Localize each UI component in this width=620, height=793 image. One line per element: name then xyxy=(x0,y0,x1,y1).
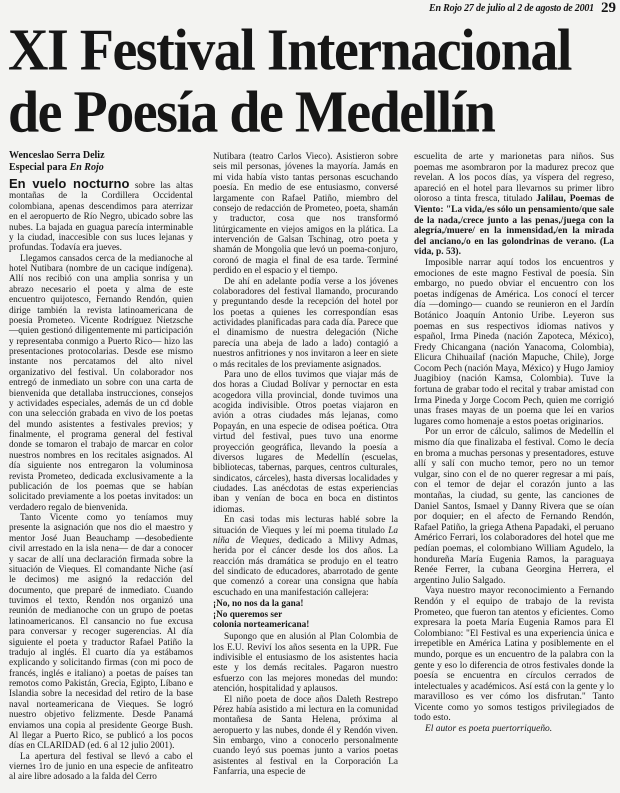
paragraph: El niño poeta de doce años Daleth Restrepo Pérez había asistido a mi lectura en la comunidad montañesa de Santa Helena, próxima al aeropuerto y las nubes, donde él y Rendón viven. Sin embargo, vino a conocerlo personalmente cuando leyó sus poemas junto a varios poetas asistentes al festival en la Corporación La Fanfarria, una especie de xyxy=(213,694,398,778)
column-1 xyxy=(9,176,193,783)
paragraph: Por un error de cálculo, salimos de Medellín el mismo día que finalizaba el festival. Como le decía en broma a muchas personas y presentadores, estuve allí y salí con mucho temor, pero no un temor vulgar, sino con el de no querer regresar a mi país, con el temor de dejar el corazón junto a las montañas, la ciudad, su gente, las canciones de Daniel Santos, Ismael y Danny Rivera que se oían por doquier; en el afecto de Fernando Rendón, Rafael Patiño, la griega Athena Papadaki, el peruano Américo Ferrari, los colaboradores del hotel que me pedían poemas, el colombiano William Agudelo, la hondureña María Eugenia Ramos, la paraguaya Renée Ferrer, la cubana Georgina Herrera, el argentino Julio Salgado. xyxy=(414,427,614,586)
paragraph: La apertura del festival se llevó a cabo el viernes 1ro de junio en una especie de anfiteatro al aire libre adosado a la falda del Cerro xyxy=(9,751,193,783)
page-number: 29 xyxy=(601,0,616,16)
chant-line: ¡No, no nos da la gana! xyxy=(213,599,304,610)
paragraph: Vaya nuestro mayor reconocimiento a Fernando Rendón y el equipo de trabajo de la revista Prometeo, que fueron tan atentos y eficientes. Como expresara la poeta María Eugenia Ramos para El Colombiano: "El Festival es una experiencia única e irrepetible en América Latina y posiblemente en el mundo, porque es un encuentro de la palabra con la gente y eso lo diferencia de otros festivales donde la poesía se encuentra en círculos cerrados de intelectuales y académicos. Así está con la gente y lo maravilloso es ver cómo los disfrutan." Tanto Vicente como yo somos testigos privilegiados de todo esto. xyxy=(414,586,614,724)
paragraph-text: , dedicado a Milivy Admas, herida por el cáncer desde los dos años. La reacción más dramática se produjo en el teatro del sindicato de educadores, abarrotado de gente que comenzó a corear una consigna que había escuchado en una manifestación callejera: xyxy=(213,535,398,598)
poem-title: La niña de Vieques xyxy=(213,525,398,546)
paragraph-text: sobre las altas montañas de la Cordillera Occidental colombiana, apenas descendimos para aterrizar en el aeropuerto de Río Negro, ubicado sobre las nubes. La bajada en guagua parecía interminable y la ciudad, inaccesible con sus luces lejanas y profundas. Todavía era jueves. xyxy=(9,181,193,254)
paragraph-text: En casi todas mis lecturas hablé sobre la situación de Vieques y leí mi poema titulado xyxy=(213,515,398,536)
paragraph xyxy=(414,152,614,258)
page-header xyxy=(0,0,620,18)
byline xyxy=(9,150,105,174)
paragraph xyxy=(213,515,398,598)
paragraph: Para uno de ellos tuvimos que viajar más de dos horas a Ciudad Bolívar y pernoctar en esta acogedora villa provincial, donde tuvimos una acogida indivisible. Otros poetas viajaron en avión a otras ciudades más lejanas, como Popayán, en una especie de odisea poética. Otra virtud del festival, pues tuvo una enorme proyección geográfica, llevando la poesía a diversos lugares de Medellín (escuelas, bibliotecas, tabernas, parques, centros culturales, sindicatos, cárceles), hasta diversas localidades y ciudades. Las anécdotas de estas experiencias iban y venían de boca en boca en distintos idiomas. xyxy=(213,369,398,515)
article-title: XI Festival Internacional de Poesía de Medellín xyxy=(8,17,571,145)
book-title: Jalilau, Poemas de Viento xyxy=(414,194,614,215)
author-name: Wenceslao Serra Deliz xyxy=(9,150,105,161)
column-3 xyxy=(414,152,614,735)
paragraph: Llegamos cansados cerca de la medianoche al hotel Nutibara (nombre de un cacique indígena). Allí nos recibió con una amplia sonrisa y un abrazo necesario el poeta y alma de este encuentro quijotesco, Fernando Rendón, quien dirige también la revista latinoamericana de poesía Prometeo. Vicente Rodríguez Nietzsche —quien gestionó diligentemente mi participación y representaba conmigo a Puerto Rico— hizo las presentaciones protocolarias. Desde ese mismo instante nos percatamos del alto nivel organizativo del festival. Un colaborador nos entregó de inmediato un sobre con una carta de bienvenida que detallaba instrucciones, consejos y actividades especiales, además de un cd doble con una selección grabada en vivo de los poetas del mundo asistentes a festivales previos; y finalmente, el programa general del festival donde se tomaron el trabajo de marcar en color nuestros nombres en los recitales asignados. Al día siguiente nos entregaron la voluminosa revista Prometeo, dedicada exclusivamente a la publicación de los poemas que se habían solicitado previamente a los poetas invitados: un verdadero regalo de bienvenida. xyxy=(9,253,193,513)
paragraph: Nutibara (teatro Carlos Vieco). Asistieron sobre seis mil personas, jóvenes la mayoría. Jamás en mi vida había visto tantas personas escuchando poesía. En medio de ese entusiasmo, conversé largamente con Rafael Patiño, miembro del consejo de redacción de Prometeo, poeta, shamán y traductor, cosa que nos transformó litúrgicamente en viejos amigos en la plática. La intervención de Galsan Tschinag, otro poeta y shamán de Mongolia que levó un poema-conjuro, coronó de magia el final de esa tarde. Terminé perdido en el espacio y el tiempo. xyxy=(213,152,398,277)
paragraph: Tanto Vicente como yo teníamos muy presente la asignación que nos dio el maestro y mentor José Juan Beauchamp —desobediente civil arrestado en la isla nena— de dar a conocer y sacar de allí una declaración firmada sobre la situación de Vieques. El comandante Niche (así le decimos) me asignó la redacción del documento, que preparé de inmediato. Cuando tuvimos el texto, Rendón nos organizó una reunión de medianoche con un grupo de poetas latinoamericanos. El cansancio no fue excusa para conversar y recoger sugerencias. Al día siguiente el poeta y traductor Rafael Patiño la tradujo al inglés. El cuarto día ya estábamos explicando y solicitando firmas (con mi poco de francés, inglés e italiano) a poetas de países tan remotos como Pakistán, Grecia, Egipto, Líbano e Islandia sobre la necesidad del retiro de la base naval norteamericana de Vieques. Se logró nuestro objetivo felizmente. Desde Panamá enviamos una copia al presidente George Bush. Al llegar a Puerto Rico, se publicó a los pocos días en CLARIDAD (ed. 6 al 12 julio 2001). xyxy=(9,513,193,752)
byline-outlet: En Rojo xyxy=(69,162,104,173)
chant-quote xyxy=(213,599,398,630)
byline-special-label: Especial para xyxy=(9,162,70,173)
issue-date: En Rojo 27 de julio al 2 de agosto de 2001 xyxy=(429,3,594,14)
lead-in: En vuelo nocturno xyxy=(9,176,130,191)
chant-line: colonia norteamericana! xyxy=(213,619,310,630)
paragraph: Supongo que en alusión al Plan Colombia de los E.U. Reviví los años sesenta en la UPR. Fue indivisible el entusiasmo de los asistentes hacia este y los demás recitales. Pagaron nuestro esfuerzo con las mejores monedas del mundo: atención, hospitalidad y aplausos. xyxy=(213,632,398,695)
author-note: El autor es poeta puertorriqueño. xyxy=(425,724,553,735)
column-2 xyxy=(213,152,398,778)
paragraph: De ahí en adelante podía verse a los jóvenes colaboradores del festival llamando, procurando y preguntando desde la recepción del hotel por los poetas a quienes les correspondían esas actividades planificadas para cada día. Parece que el dinamismo de nuestra delegación (Niche parecía una abeja de lado a lado) contagió a nuestros anfitriones y nos invitaron a leer en siete o más recitales de los previamente asignados. xyxy=(213,276,398,370)
paragraph xyxy=(9,176,193,254)
book-quote: : "La vida,/es sólo un pensamiento/que sale de la nada,/crece junto a las penas,/juega con la alegría,/muere/ en la inmensidad,/en la mirada del anciano,/o en las golondrinas de verano. (La vida, p. 53). xyxy=(414,204,614,258)
paragraph: Imposible narrar aquí todos los encuentros y emociones de este magno Festival de poesía. Sin embargo, no puedo obviar el encuentro con los poetas indígenas de América. Los conocí el tercer día —domingo— cuando se reunieron en el Jardín Botánico Joaquín Antonio Uribe. Leyeron sus poemas en sus respectivos idiomas nativos y español, Irma Pineda (nación Zapoteca, México), Fredy Chicangana (nación Yanacoma, Colombia), Elicura Chihuailaf (nación Mapuche, Chile), Jorge Cocom Pech (nación Maya, México) y Hugo Jamioy Juagibioy (nación Kamsa, Colombia). Tuve la fortuna de grabar todo el recital y trabar amistad con Irma Pineda y Jorge Cocom Pech, quien me corrigió unas frases mayas de un poema que leí en varios lugares como homenaje a estos poetas originarios. xyxy=(414,257,614,427)
chant-line: ¡No queremos ser xyxy=(213,609,283,620)
paragraph-text: escuelita de arte y marionetas para niños. Sus poemas me asombraron por la madurez precoz que revelan. A los pocos días, ya víspera del regreso, apareció en el hotel para llevarnos su primer libro oloroso a tinta fresca, titulado xyxy=(414,152,614,205)
byline-special xyxy=(9,162,105,174)
